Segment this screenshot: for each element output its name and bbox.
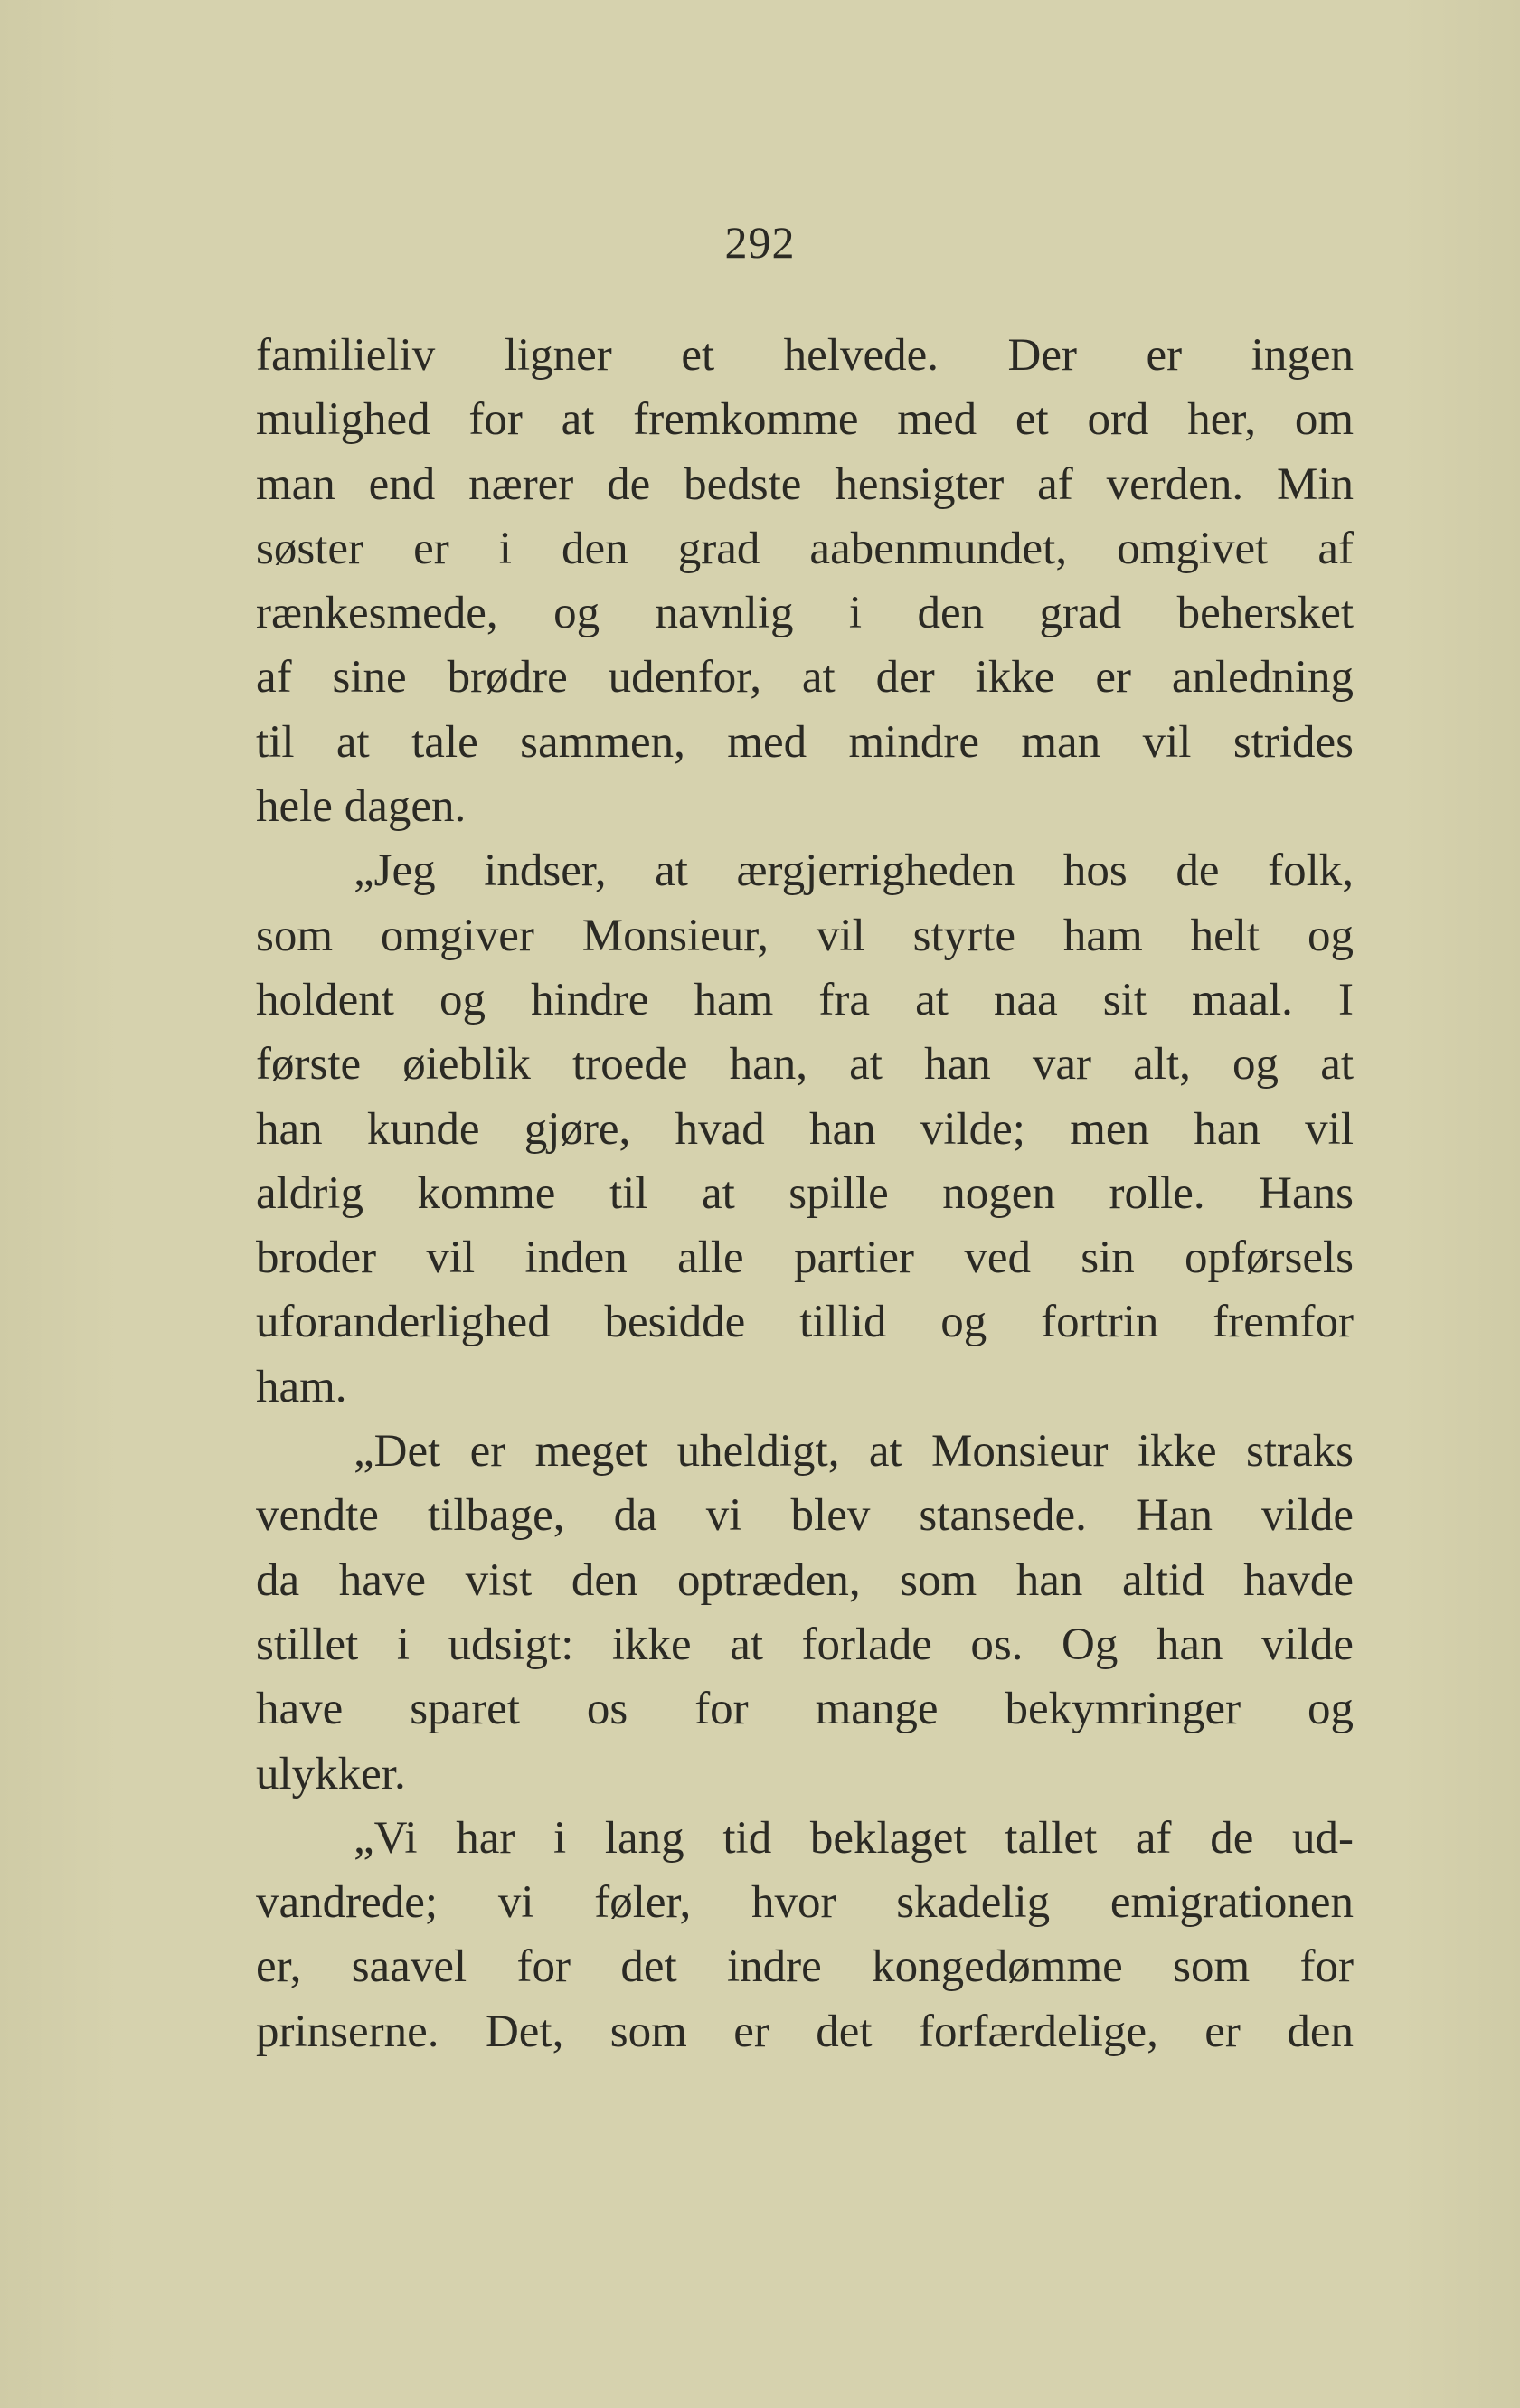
text-line: hele dagen. (256, 781, 467, 833)
text-line: stillet i udsigt: ikke at forlade os. Og han vilde (256, 1619, 1354, 1670)
text-line: have sparet os for mange bekymringer og (256, 1684, 1354, 1735)
text-line: vendte tilbage, da vi blev stansede. Han vilde (256, 1490, 1354, 1542)
text-line: er, saavel for det indre kongedømme som for (256, 1941, 1354, 1993)
text-line: som omgiver Monsieur, vil styrte ham helt og (256, 910, 1354, 961)
text-line: aldrig komme til at spille nogen rolle. Hans (256, 1167, 1354, 1219)
text-line: vandrede; vi føler, hvor skadelig emigrationen (256, 1877, 1354, 1929)
text-line: søster er i den grad aabenmundet, omgivet af (256, 523, 1354, 574)
text-line: han kunde gjøre, hvad han vilde; men han vil (256, 1103, 1354, 1155)
text-line: rænkesmede, og navnlig i den grad behersket (256, 588, 1354, 639)
page-number: 292 (724, 217, 796, 268)
text-line: første øieblik troede han, at han var alt, og at (256, 1039, 1354, 1091)
text-line: til at tale sammen, med mindre man vil strides (256, 716, 1354, 768)
text-line: uforanderlighed besidde tillid og fortrin fremfor (256, 1297, 1354, 1348)
text-line: ham. (256, 1361, 347, 1412)
text-line: familieliv ligner et helvede. Der er ingen (256, 330, 1354, 381)
text-line: „Jeg indser, at ærgjerrigheden hos de folk, (354, 845, 1354, 897)
text-line: „Det er meget uheldigt, at Monsieur ikke straks (354, 1426, 1354, 1478)
text-line: man end nærer de bedste hensigter af verden. Min (256, 458, 1354, 510)
text-line: mulighed for at fremkomme med et ord her, om (256, 394, 1354, 446)
text-line: holdent og hindre ham fra at naa sit maal. I (256, 974, 1354, 1025)
text-line: prinserne. Det, som er det forfærdelige, er den (256, 2006, 1354, 2057)
text-line: „Vi har i lang tid beklaget tallet af de ud- (354, 1812, 1354, 1864)
text-line: broder vil inden alle partier ved sin opførsels (256, 1232, 1354, 1284)
body-text (256, 324, 1354, 2064)
text-line: da have vist den optræden, som han altid havde (256, 1554, 1354, 1606)
text-line: af sine brødre udenfor, at der ikke er anledning (256, 652, 1354, 704)
text-line: ulykker. (256, 1748, 406, 1799)
